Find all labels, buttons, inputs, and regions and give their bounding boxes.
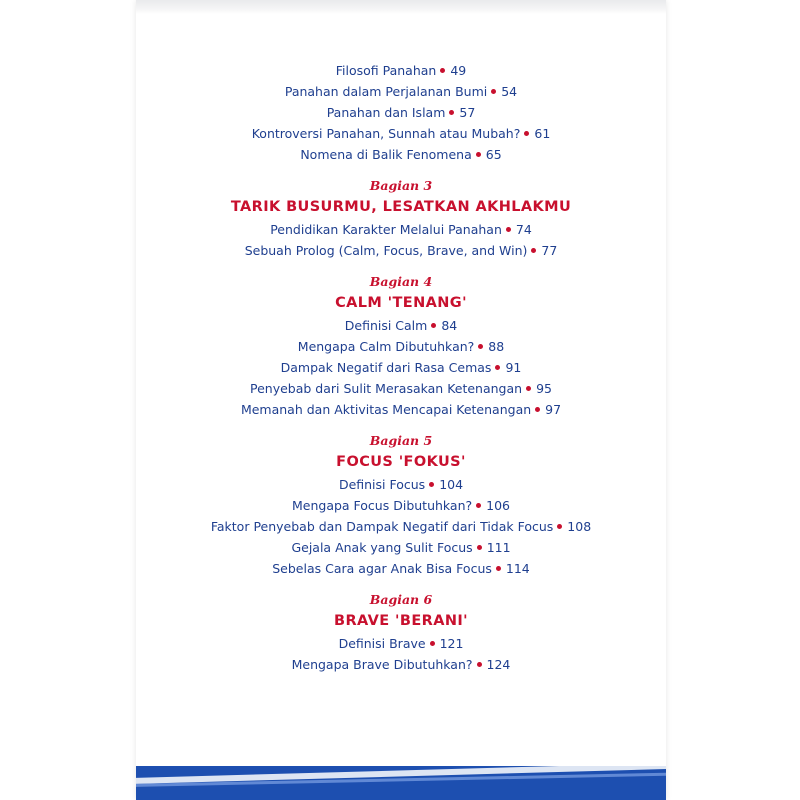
toc-entry-title: Kontroversi Panahan, Sunnah atau Mubah? <box>251 126 521 141</box>
right-margin <box>666 0 800 800</box>
bullet-dot-icon <box>557 524 562 529</box>
toc-entry <box>136 102 666 123</box>
toc-entry-page: 57 <box>459 105 476 120</box>
bullet-dot-icon <box>429 482 434 487</box>
toc-entry <box>136 495 666 516</box>
toc-entry <box>136 81 666 102</box>
toc-entry <box>136 654 666 675</box>
table-of-contents <box>136 60 666 675</box>
bullet-dot-icon <box>430 641 435 646</box>
toc-entry-title: Pendidikan Karakter Melalui Panahan <box>270 222 502 237</box>
toc-entry-page: 114 <box>505 561 530 576</box>
toc-entry-title: Nomena di Balik Fenomena <box>300 147 472 162</box>
toc-entry-title: Definisi Brave <box>338 636 426 651</box>
toc-entry-title: Gejala Anak yang Sulit Focus <box>291 540 473 555</box>
toc-entry-title: Dampak Negatif dari Rasa Cemas <box>280 360 492 375</box>
toc-entry-page: 121 <box>439 636 464 651</box>
bullet-dot-icon <box>531 248 536 253</box>
toc-entry-title: Mengapa Calm Dibutuhkan? <box>297 339 475 354</box>
bullet-dot-icon <box>524 131 529 136</box>
bullet-dot-icon <box>476 152 481 157</box>
toc-entry-title: Panahan dalam Perjalanan Bumi <box>284 84 488 99</box>
toc-entry <box>136 474 666 495</box>
toc-entry <box>136 240 666 261</box>
toc-entry-page: 49 <box>450 63 467 78</box>
toc-entry-page: 61 <box>534 126 551 141</box>
section-label: Bagian 4 <box>369 274 433 289</box>
toc-entry-page: 95 <box>536 381 552 396</box>
toc-entry-page: 91 <box>505 360 522 375</box>
toc-entry <box>136 378 666 399</box>
bullet-dot-icon <box>431 323 436 328</box>
toc-entry-page: 108 <box>567 519 592 534</box>
toc-entry-title: Filosofi Panahan <box>335 63 437 78</box>
bullet-dot-icon <box>491 89 496 94</box>
toc-entry-page: 84 <box>441 318 458 333</box>
toc-entry-title: Sebelas Cara agar Anak Bisa Focus <box>272 561 492 576</box>
bullet-dot-icon <box>449 110 454 115</box>
bottom-decorative-band <box>136 766 666 800</box>
bullet-dot-icon <box>440 68 445 73</box>
bullet-dot-icon <box>478 344 483 349</box>
section-title: BRAVE 'BERANI' <box>334 613 468 629</box>
bullet-dot-icon <box>477 545 482 550</box>
toc-entry <box>136 633 666 654</box>
bullet-dot-icon <box>496 566 501 571</box>
toc-entry-page: 97 <box>545 402 562 417</box>
toc-entry-page: 54 <box>501 84 518 99</box>
toc-entry-title: Penyebab dari Sulit Merasakan Ketenangan <box>250 381 523 396</box>
toc-entry-page: 124 <box>486 657 511 672</box>
toc-entry <box>136 357 666 378</box>
bullet-dot-icon <box>506 227 511 232</box>
toc-entry <box>136 399 666 420</box>
bullet-dot-icon <box>495 365 500 370</box>
toc-entry <box>136 516 666 537</box>
top-page-shadow <box>136 0 666 14</box>
book-page <box>136 0 666 800</box>
toc-entry <box>136 123 666 144</box>
toc-entry-title: Definisi Calm <box>344 318 428 333</box>
toc-entry-title: Sebuah Prolog (Calm, Focus, Brave, and Win) <box>244 243 528 258</box>
toc-entry <box>136 60 666 81</box>
toc-entry <box>136 537 666 558</box>
toc-entry-title: Panahan dan Islam <box>326 105 446 120</box>
toc-entry-title: Faktor Penyebab dan Dampak Negatif dari Tidak Focus <box>210 519 554 534</box>
section-title: CALM 'TENANG' <box>335 295 467 311</box>
bullet-dot-icon <box>535 407 540 412</box>
bullet-dot-icon <box>526 386 531 391</box>
toc-entry-page: 74 <box>515 222 532 237</box>
section-title: TARIK BUSURMU, LESATKAN AKHLAKMU <box>230 199 572 215</box>
section-label: Bagian 3 <box>369 178 433 193</box>
section-label: Bagian 5 <box>369 433 433 448</box>
toc-entry <box>136 315 666 336</box>
left-margin <box>0 0 136 800</box>
section-label: Bagian 6 <box>369 592 433 607</box>
toc-entry-page: 111 <box>486 540 511 555</box>
toc-entry-page: 77 <box>541 243 558 258</box>
toc-entry <box>136 558 666 579</box>
section-title: FOCUS 'FOKUS' <box>336 454 466 470</box>
toc-entry-title: Mengapa Focus Dibutuhkan? <box>291 498 473 513</box>
toc-entry-page: 65 <box>485 147 502 162</box>
bullet-dot-icon <box>477 662 482 667</box>
toc-entry <box>136 336 666 357</box>
toc-entry <box>136 219 666 240</box>
toc-entry-title: Definisi Focus <box>338 477 426 492</box>
bullet-dot-icon <box>476 503 481 508</box>
toc-entry-page: 106 <box>486 498 511 513</box>
toc-entry <box>136 144 666 165</box>
toc-entry-page: 88 <box>488 339 505 354</box>
toc-entry-title: Memanah dan Aktivitas Mencapai Ketenangan <box>240 402 532 417</box>
toc-entry-page: 104 <box>439 477 464 492</box>
toc-entry-title: Mengapa Brave Dibutuhkan? <box>291 657 473 672</box>
